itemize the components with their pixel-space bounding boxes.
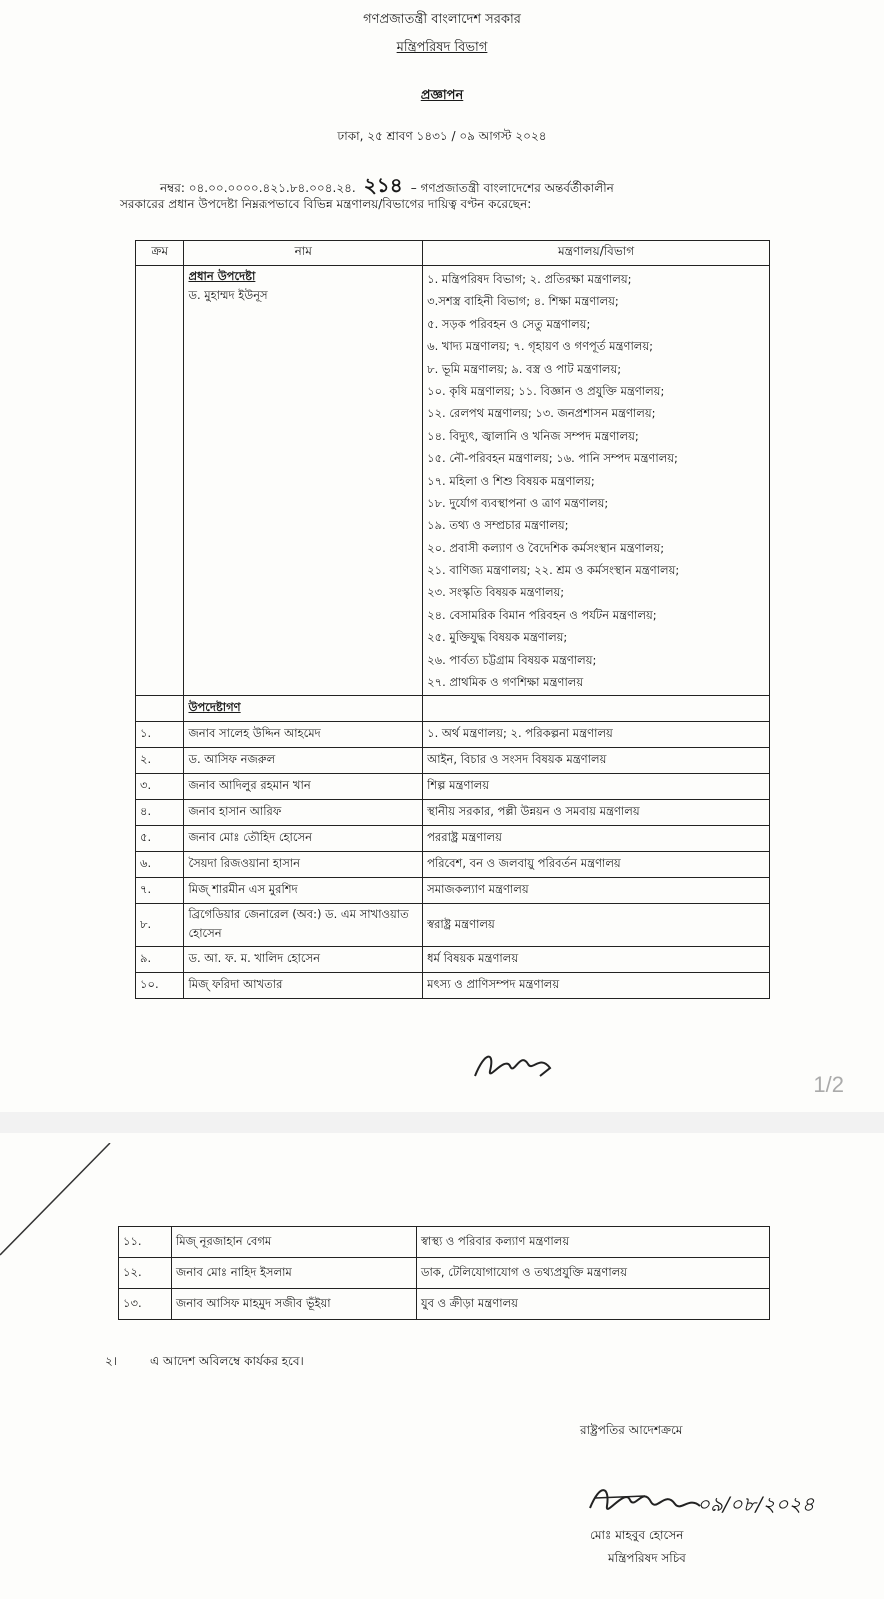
row-serial: ৩. (136, 774, 184, 800)
row-ministry: যুব ও ক্রীড়া মন্ত্রণালয় (417, 1289, 770, 1320)
row-ministry: আইন, বিচার ও সংসদ বিষয়ক মন্ত্রণালয় (423, 748, 770, 774)
row-ministry: ১. অর্থ মন্ত্রণালয়; ২. পরিকল্পনা মন্ত্রণালয় (423, 722, 770, 748)
chief-ministry-line: ১২. রেলপথ মন্ত্রণালয়; ১৩. জনপ্রশাসন মন্ত্রণালয়; (427, 406, 656, 421)
chief-ministry-line: ৫. সড়ক পরিবহন ও সেতু মন্ত্রণালয়; (427, 316, 591, 331)
row-serial: ৭. (136, 878, 184, 904)
chief-ministries-cell (423, 266, 770, 696)
document-date: ঢাকা, ২৫ শ্রাবণ ১৪৩১ / ০৯ আগস্ট ২০২৪ (337, 129, 547, 143)
row-serial: ১০. (136, 973, 184, 999)
chief-ministry-line: ২৫. মুক্তিযুদ্ধ বিষয়ক মন্ত্রণালয়; (427, 630, 568, 645)
note-number: ২। (105, 1354, 118, 1368)
table-row (119, 1258, 770, 1289)
document-type: প্রজ্ঞাপন (420, 88, 464, 103)
table-row (136, 973, 770, 999)
row-ministry: স্বাস্থ্য ও পরিবার কল্যাণ মন্ত্রণালয় (417, 1227, 770, 1258)
row-ministry: স্বরাষ্ট্র মন্ত্রণালয় (423, 904, 770, 947)
chief-ministry-line: ১৭. মহিলা ও শিশু বিষয়ক মন্ত্রণালয়; (427, 473, 595, 488)
table-row (136, 826, 770, 852)
row-serial: ২. (136, 748, 184, 774)
table-row (136, 852, 770, 878)
handwritten-signature (585, 1478, 705, 1528)
memo-number-prefix: নম্বর: ০৪.০০.০০০০.৪২১.৮৪.০০৪.২৪. (160, 181, 356, 195)
chief-ministry-line: ৮. ভূমি মন্ত্রণালয়; ৯. বস্ত্র ও পাট মন্ত্রণালয়; (427, 361, 622, 376)
row-name: জনাব সালেহ উদ্দিন আহমেদ (184, 722, 423, 748)
row-name: জনাব মোঃ তৌহিদ হোসেন (184, 826, 423, 852)
division-title: মন্ত্রিপরিষদ বিভাগ (396, 40, 488, 55)
chief-ministry-line: ২৪. বেসামরিক বিমান পরিবহন ও পর্যটন মন্ত্রণালয়; (427, 607, 657, 622)
chief-ministry-line: ১৮. দুর্যোগ ব্যবস্থাপনা ও ত্রাণ মন্ত্রণালয়; (427, 495, 609, 510)
row-name: ড. আসিফ নজরুল (184, 748, 423, 774)
initial-signature-mark (470, 1046, 560, 1086)
row-serial: ৯. (136, 947, 184, 973)
chief-ministry-line: ২৭. প্রাথমিক ও গণশিক্ষা মন্ত্রণালয় (427, 675, 584, 690)
col-header-ministry: মন্ত্রণালয়/বিভাগ (423, 241, 770, 266)
memo-line-2: সরকারের প্রধান উপদেষ্টা নিম্নরূপভাবে বিভিন্ন মন্ত্রণালয়/বিভাগের দায়িত্ব বণ্টন করেছেন: (120, 197, 532, 211)
row-ministry: ডাক, টেলিযোগাযোগ ও তথ্যপ্রযুক্তি মন্ত্রণালয় (417, 1258, 770, 1289)
col-header-name: নাম (184, 241, 423, 266)
order-by-line: রাষ্ট্রপতির আদেশক্রমে (580, 1423, 683, 1437)
memo-handwritten-number: ২১৪ (363, 173, 403, 197)
advisers-heading: উপদেষ্টাগণ (184, 696, 423, 722)
row-name: মিজ্ ফরিদা আখতার (184, 973, 423, 999)
row-ministry: স্থানীয় সরকার, পল্লী উন্নয়ন ও সমবায় মন্ত্রণালয় (423, 800, 770, 826)
row-name: মিজ্ শারমীন এস মুরশিদ (184, 878, 423, 904)
table-row (136, 748, 770, 774)
row-name: ব্রিগেডিয়ার জেনারেল (অব:) ড. এম সাখাওয়াত হোসেন (184, 904, 423, 947)
table-row (136, 800, 770, 826)
row-serial: ১২. (119, 1258, 172, 1289)
chief-ministry-line: ২০. প্রবাসী কল্যাণ ও বৈদেশিক কর্মসংস্থান মন্ত্রণালয়; (427, 540, 665, 555)
row-ministry: মৎস্য ও প্রাণিসম্পদ মন্ত্রণালয় (423, 973, 770, 999)
row-ministry: পররাষ্ট্র মন্ত্রণালয় (423, 826, 770, 852)
chief-ministry-line: ২১. বাণিজ্য মন্ত্রণালয়; ২২. শ্রম ও কর্মসংস্থান মন্ত্রণালয়; (427, 563, 680, 578)
row-name: মিজ্ নূরজাহান বেগম (172, 1227, 417, 1258)
row-name: জনাব হাসান আরিফ (184, 800, 423, 826)
table-row (136, 722, 770, 748)
row-serial: ৪. (136, 800, 184, 826)
chief-ministry-line: ২৩. সংস্কৃতি বিষয়ক মন্ত্রণালয়; (427, 585, 565, 600)
row-serial: ১১. (119, 1227, 172, 1258)
government-title: গণপ্রজাতন্ত্রী বাংলাদেশ সরকার (363, 12, 521, 27)
table-row (136, 904, 770, 947)
row-name: জনাব আসিফ মাহমুদ সজীব ভূঁইয়া (172, 1289, 417, 1320)
table-row (136, 878, 770, 904)
chief-ministry-line: ১৫. নৌ-পরিবহন মন্ত্রণালয়; ১৬. পানি সম্পদ মন্ত্রণালয়; (427, 451, 678, 466)
note-text: এ আদেশ অবিলম্বে কার্যকর হবে। (150, 1354, 304, 1368)
row-name: জনাব আদিলুর রহমান খান (184, 774, 423, 800)
row-serial: ১৩. (119, 1289, 172, 1320)
chief-ministry-line: ১০. কৃষি মন্ত্রণালয়; ১১. বিজ্ঞান ও প্রযুক্তি মন্ত্রণালয়; (427, 383, 665, 398)
chief-ministry-line: ১৪. বিদ্যুৎ, জ্বালানি ও খনিজ সম্পদ মন্ত্রণালয়; (427, 428, 639, 443)
row-name: সৈয়দা রিজওয়ানা হাসান (184, 852, 423, 878)
chief-ministry-line: ২৬. পার্বত্য চট্টগ্রাম বিষয়ক মন্ত্রণালয়; (427, 652, 597, 667)
chief-ministry-line: ৩.সশস্ত্র বাহিনী বিভাগ; ৪. শিক্ষা মন্ত্রণালয়; (427, 294, 619, 309)
signatory-designation: মন্ত্রিপরিষদ সচিব (608, 1551, 686, 1565)
row-ministry: পরিবেশ, বন ও জলবায়ু পরিবর্তন মন্ত্রণালয় (423, 852, 770, 878)
table-row (119, 1227, 770, 1258)
chief-ministry-line: ১. মন্ত্রিপরিষদ বিভাগ; ২. প্রতিরক্ষা মন্ত্রণালয়; (427, 272, 632, 286)
chief-ministry-line: ১৯. তথ্য ও সম্প্রচার মন্ত্রণালয়; (427, 518, 569, 533)
row-ministry: শিল্প মন্ত্রণালয় (423, 774, 770, 800)
chief-adviser-row (136, 266, 770, 696)
advisers-heading-row (136, 696, 770, 722)
row-serial: ৮. (136, 904, 184, 947)
table-row (119, 1289, 770, 1320)
row-serial: ৬. (136, 852, 184, 878)
chief-title: প্রধান উপদেষ্টা (188, 269, 256, 283)
row-ministry: ধর্ম বিষয়ক মন্ত্রণালয় (423, 947, 770, 973)
effective-note (105, 1353, 304, 1373)
col-header-serial: ক্রম (136, 241, 184, 266)
table-header-row (136, 241, 770, 266)
advisers-heading-serial (136, 696, 184, 722)
memo-suffix: – গণপ্রজাতন্ত্রী বাংলাদেশের অন্তর্বর্তীকালীন (410, 181, 614, 195)
chief-name-cell (184, 266, 423, 696)
allocation-table (135, 240, 770, 999)
advisers-heading-ministry (423, 696, 770, 722)
chief-name: ড. মুহাম্মদ ইউনূস (188, 288, 268, 302)
allocation-table-continued (118, 1226, 770, 1320)
page-indicator: 1/2 (813, 1072, 844, 1097)
scan-edge-line (0, 1143, 120, 1263)
table-row (136, 947, 770, 973)
row-name: জনাব মোঃ নাহিদ ইসলাম (172, 1258, 417, 1289)
signature-date: ০৯/০৮/২০২৪ (697, 1492, 815, 1516)
signatory-name: মোঃ মাহবুব হোসেন (590, 1528, 684, 1542)
table-row (136, 774, 770, 800)
row-ministry: সমাজকল্যাণ মন্ত্রণালয় (423, 878, 770, 904)
row-name: ড. আ. ফ. ম. খালিদ হোসেন (184, 947, 423, 973)
row-serial: ১. (136, 722, 184, 748)
chief-ministry-line: ৬. খাদ্য মন্ত্রণালয়; ৭. গৃহায়ণ ও গণপূর্ত মন্ত্রণালয়; (427, 339, 654, 354)
chief-serial-cell (136, 266, 184, 696)
row-serial: ৫. (136, 826, 184, 852)
